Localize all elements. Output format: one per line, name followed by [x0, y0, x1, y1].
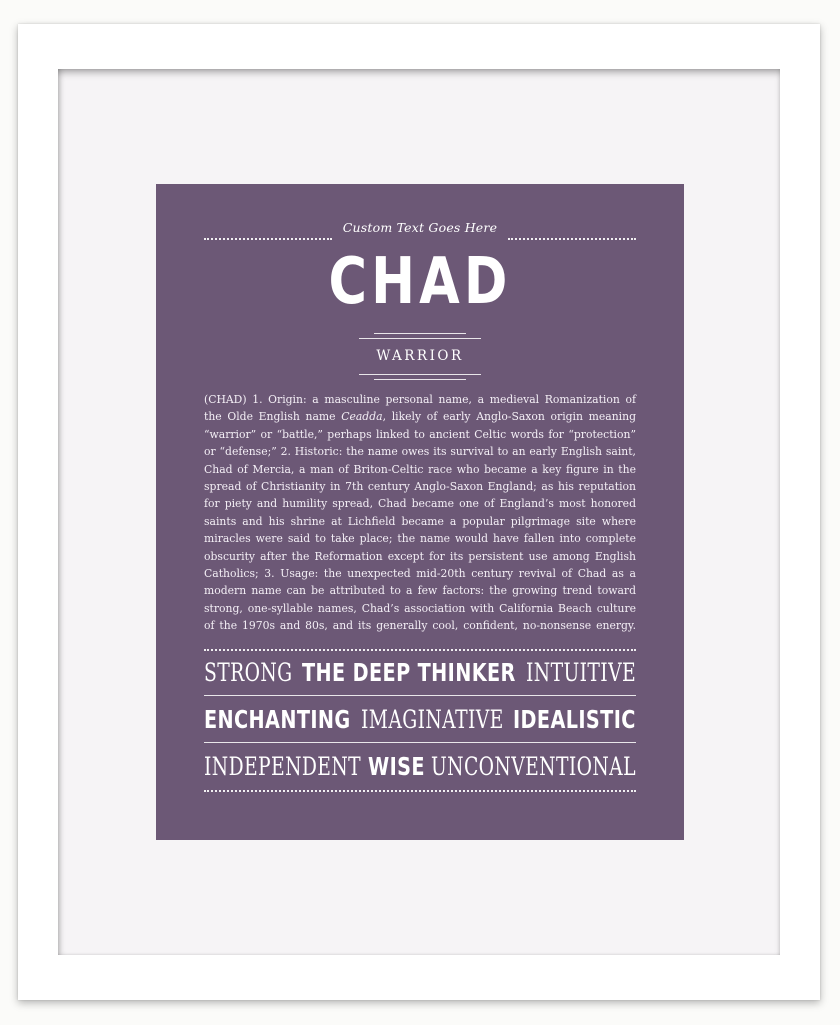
description-line: Catholics; 3. Usage: the unexpected mid-20th century revival of Chad as a [204, 567, 636, 581]
trait-divider-2 [204, 742, 636, 743]
trait-word: STRONG [204, 658, 293, 687]
name-description [204, 391, 636, 635]
description-line: modern name can be attributed to a few factors: the growing trend toward [204, 584, 636, 598]
picture-frame [18, 24, 820, 1000]
description-line: of the 1970s and 80s, and its generally cool, confident, no-nonsense energy. [204, 619, 636, 633]
header-dotted-line-right [508, 238, 636, 240]
original-name-italic: Ceadda [341, 410, 383, 424]
name-meaning: WARRIOR [376, 348, 464, 364]
description-line: strong, one-syllable names, Chad’s association with California Beach culture [204, 601, 636, 615]
frame-mat [58, 69, 780, 955]
description-line: Chad of Mercia, a man of Briton-Celtic race who became a key figure in the [204, 462, 636, 476]
trait-word: WISE [367, 752, 425, 781]
trait-word: IMAGINATIVE [360, 705, 504, 734]
trait-word: INDEPENDENT [204, 752, 362, 781]
trait-word: IDEALISTIC [513, 705, 636, 734]
meaning-rule-bottom-1 [359, 374, 481, 375]
traits-dotted-line-bottom [204, 790, 636, 792]
description-line: saints and his shrine at Lichfield became a popular pilgrimage site where [204, 514, 636, 528]
trait-row-1 [204, 658, 636, 690]
traits-dotted-line-top [204, 649, 636, 651]
description-line: miracles were said to take place; the name would have fallen into complete [204, 532, 636, 546]
description-line: (CHAD) 1. Origin: a masculine personal name, a medieval Romanization of [204, 393, 636, 406]
custom-text: Custom Text Goes Here [342, 220, 498, 235]
description-line: “warrior” or “battle,” perhaps linked to ancient Celtic words for “protection” [204, 427, 636, 441]
description-line: spread of Christianity in 7th century Anglo-Saxon England; as his reputation [204, 480, 636, 494]
trait-row-2 [204, 705, 636, 737]
trait-word: INTUITIVE [525, 658, 636, 687]
meaning-rule-top-2 [359, 338, 481, 339]
description-line: for piety and humility spread, Chad became one of England’s most honored [204, 497, 636, 511]
description-line: obscurity after the Reformation except for its persistent use among English [204, 549, 636, 563]
trait-divider-1 [204, 695, 636, 696]
trait-row-3 [204, 752, 636, 784]
name-print [156, 184, 684, 840]
meaning-rule-top-1 [374, 333, 466, 334]
meaning-rule-bottom-2 [374, 379, 466, 380]
name-title: CHAD [328, 245, 512, 319]
trait-word: ENCHANTING [204, 705, 351, 734]
header-dotted-line-left [204, 238, 332, 240]
trait-word: THE DEEP THINKER [302, 658, 517, 687]
trait-word: UNCONVENTIONAL [431, 752, 636, 781]
description-line: the Olde English name Ceadda, likely of early Anglo-Saxon origin meaning [204, 410, 636, 424]
description-line: or “defense;” 2. Historic: the name owes its survival to an early English saint, [204, 445, 636, 459]
